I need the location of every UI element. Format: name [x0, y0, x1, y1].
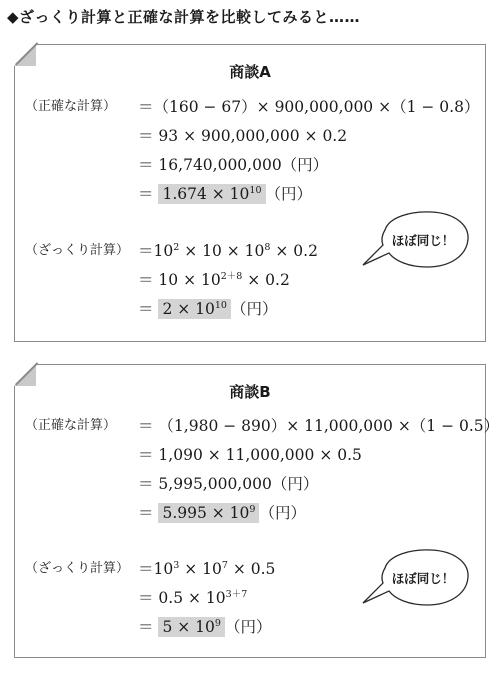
page-heading: ◆ざっくり計算と正確な計算を比較してみると…… — [7, 8, 361, 26]
bubble-text: ほぼ同じ！ — [391, 233, 455, 248]
deal-a-title: 商談A — [229, 63, 271, 81]
highlighted-result: $5.995 \times 10^9$ — [158, 503, 259, 523]
exact-calc-label: （正確な計算） — [25, 418, 117, 433]
exact-result-line: ＝ $1.674 \times 10^{10}$ （円） — [138, 185, 313, 203]
speech-bubble — [353, 205, 473, 275]
rough-line-1: $=10^3 \times 10^7 \times 0.5$ — [138, 560, 276, 578]
exact-line-2: ＝ 1,090 × 11,000,000 × 0.5 — [138, 446, 362, 464]
highlighted-result: $2 \times 10^{10}$ — [158, 299, 231, 319]
rough-calc-label: （ざっくり計算） — [25, 243, 130, 258]
deal-a-card — [14, 44, 486, 342]
highlighted-result: $5 \times 10^9$ — [158, 617, 224, 637]
rough-line-2: ＝ $10 \times 10^{2+8} \times 0.2$ — [138, 271, 290, 289]
rough-calc-label: （ざっくり計算） — [25, 561, 130, 576]
speech-bubble — [353, 543, 473, 613]
exact-line-2: ＝ 93 × 900,000,000 × 0.2 — [138, 127, 348, 145]
highlighted-result: $1.674 \times 10^{10}$ — [158, 184, 265, 204]
exact-line-3: ＝ 5,995,000,000（円） — [138, 475, 319, 493]
deal-b-title: 商談B — [229, 383, 271, 401]
bubble-text: ほぼ同じ！ — [391, 571, 455, 586]
rough-line-2: ＝ $0.5 \times 10^{3+7}$ — [138, 589, 248, 607]
exact-line-1: ＝ （1,980 − 890）× 11,000,000 ×（1 − 0.5） — [138, 417, 500, 435]
rough-result-line: ＝ $5 \times 10^9$ （円） — [138, 618, 272, 636]
exact-line-3: ＝ 16,740,000,000（円） — [138, 156, 329, 174]
rough-result-line: ＝ $2 \times 10^{10}$ （円） — [138, 300, 278, 318]
exact-calc-label: （正確な計算） — [25, 99, 117, 114]
exact-line-1: ＝（160 − 67）× 900,000,000 ×（1 − 0.8） — [138, 98, 480, 116]
deal-b-card — [14, 364, 500, 658]
exact-result-line: ＝ $5.995 \times 10^9$ （円） — [138, 504, 306, 522]
rough-line-1: $=10^2 \times 10 \times 10^8 \times 0.2$ — [138, 242, 318, 260]
